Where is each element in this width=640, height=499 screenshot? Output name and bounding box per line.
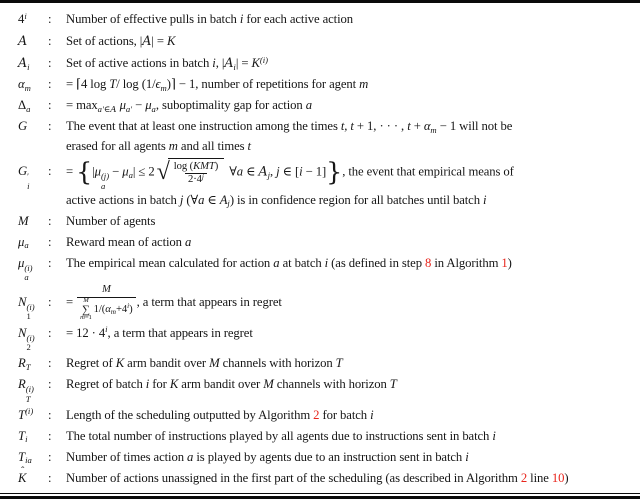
math-text: a bbox=[24, 240, 29, 251]
notation-row bbox=[0, 31, 636, 51]
colon-separator: : bbox=[48, 213, 52, 228]
math-text: Regret of bbox=[66, 356, 116, 371]
math-text: , a term that appears in regret bbox=[107, 325, 253, 340]
notation-table bbox=[0, 3, 640, 493]
math-text: ) bbox=[214, 160, 219, 172]
math-text: M bbox=[83, 296, 89, 304]
notation-row bbox=[0, 10, 636, 29]
stack-subscript bbox=[24, 273, 28, 282]
notation-row bbox=[0, 53, 636, 73]
math-text: M bbox=[101, 284, 111, 296]
math-text: t bbox=[247, 138, 251, 153]
radical-icon: √ bbox=[156, 158, 170, 186]
math-text: i bbox=[239, 12, 244, 26]
notation-description bbox=[66, 31, 636, 51]
math-text: − 1] bbox=[302, 164, 327, 179]
math-text: channels with horizon bbox=[273, 377, 390, 392]
notation-symbol bbox=[18, 98, 48, 113]
math-text: i bbox=[233, 61, 236, 72]
fraction bbox=[171, 161, 221, 188]
colon-separator: : bbox=[48, 294, 52, 309]
math-text: ϵ bbox=[155, 77, 161, 92]
math-text: j bbox=[267, 169, 270, 180]
radicand bbox=[168, 158, 224, 188]
notation-symbol bbox=[18, 12, 48, 27]
sub-sup-stack bbox=[26, 303, 34, 321]
math-text: m bbox=[160, 82, 167, 93]
math-text: +4 bbox=[115, 303, 128, 315]
math-text: line bbox=[527, 470, 552, 485]
notation-symbol bbox=[18, 356, 48, 371]
math-text: Number of agents bbox=[66, 213, 156, 228]
math-text: N bbox=[18, 294, 27, 309]
math-text: m bbox=[168, 138, 178, 153]
math-text: a bbox=[151, 103, 156, 114]
sub-sup-stack bbox=[24, 264, 32, 282]
math-text: ) bbox=[564, 470, 569, 485]
sub-sup-stack bbox=[101, 172, 109, 190]
notation-description bbox=[66, 427, 636, 446]
math-text: A bbox=[219, 192, 228, 207]
sub-sup-stack bbox=[26, 334, 34, 352]
math-text: Regret of batch bbox=[66, 377, 146, 392]
colon-separator: : bbox=[48, 12, 52, 26]
math-text: m bbox=[80, 314, 85, 322]
notation-symbol bbox=[18, 256, 48, 282]
fraction-denominator bbox=[185, 173, 207, 187]
math-text: a bbox=[236, 164, 244, 179]
math-text: a bbox=[185, 234, 192, 249]
math-text: a bbox=[273, 255, 280, 270]
math-text: Set of active actions in batch bbox=[66, 56, 213, 71]
stack-subscript bbox=[101, 182, 105, 191]
math-text: M bbox=[209, 356, 220, 371]
math-text: | = bbox=[151, 34, 167, 49]
colon-separator: : bbox=[48, 255, 52, 270]
notation-description bbox=[66, 284, 636, 322]
math-text: T bbox=[18, 428, 26, 443]
notation-description bbox=[66, 354, 636, 373]
math-text: ∀ bbox=[226, 164, 237, 179]
notation-row bbox=[0, 254, 636, 282]
math-text: The event that at least one instruction among the times bbox=[66, 119, 341, 134]
math-text: for each active action bbox=[243, 12, 353, 26]
math-text: m bbox=[359, 77, 369, 92]
summation bbox=[80, 298, 92, 322]
notation-description bbox=[66, 233, 636, 252]
math-text: m bbox=[24, 82, 31, 93]
math-text: for batch bbox=[319, 407, 371, 422]
ref-link[interactable]: 2 bbox=[313, 407, 320, 422]
notation-symbol bbox=[18, 429, 48, 444]
math-text: μ bbox=[94, 164, 101, 179]
math-text: / log (1/ bbox=[116, 77, 156, 92]
math-text: K bbox=[169, 377, 179, 392]
math-text: i bbox=[105, 324, 108, 335]
math-text: = bbox=[66, 164, 77, 179]
math-text: K bbox=[251, 56, 260, 71]
math-text: Number of actions unassigned in the first part of the scheduling (as described in Algorithm bbox=[66, 470, 521, 485]
math-text: ′ bbox=[27, 171, 30, 182]
math-text: =1 bbox=[84, 314, 92, 322]
notation-description bbox=[66, 75, 636, 94]
math-text: G bbox=[18, 119, 28, 134]
math-text: R bbox=[18, 356, 26, 371]
math-text: (i) bbox=[26, 302, 35, 313]
math-text: μ bbox=[18, 234, 25, 249]
math-text: 1/( bbox=[93, 303, 106, 315]
math-text: arm bandit over bbox=[124, 356, 210, 371]
notation-symbol bbox=[18, 77, 48, 92]
math-text: 2·4 bbox=[187, 174, 202, 186]
math-text: m bbox=[110, 307, 116, 316]
math-text: i bbox=[483, 192, 487, 207]
math-text: T bbox=[25, 361, 31, 372]
sub-sup-stack bbox=[26, 385, 34, 403]
math-text: a bbox=[198, 192, 205, 207]
notation-symbol bbox=[18, 450, 48, 465]
notation-row bbox=[0, 375, 636, 403]
math-text: Length of the scheduling outputted by Algorithm bbox=[66, 407, 314, 422]
notation-description bbox=[66, 254, 636, 273]
math-text: i bbox=[25, 434, 28, 445]
math-text: | = bbox=[235, 56, 252, 71]
colon-separator: : bbox=[48, 98, 52, 113]
stack-subscript bbox=[26, 395, 31, 404]
notation-description bbox=[66, 324, 636, 343]
math-text: A bbox=[224, 55, 234, 71]
math-text: ∈ bbox=[243, 164, 259, 179]
math-text: i bbox=[24, 10, 27, 21]
notation-symbol bbox=[18, 33, 48, 49]
math-text: T bbox=[18, 407, 26, 422]
math-text: α bbox=[105, 303, 111, 315]
math-text: | ≤ 2 bbox=[132, 164, 155, 179]
colon-separator: : bbox=[48, 377, 52, 392]
math-text: α bbox=[18, 77, 25, 92]
math-text: K bbox=[166, 34, 176, 49]
math-text: , a term that appears in regret bbox=[136, 294, 282, 309]
notation-row bbox=[0, 284, 636, 322]
colon-separator: : bbox=[48, 234, 52, 249]
math-text: μ bbox=[18, 255, 25, 270]
math-text: is played by agents due to an instruction sent in batch bbox=[193, 449, 466, 464]
colon-separator: : bbox=[48, 119, 52, 134]
ref-link[interactable]: 1 bbox=[501, 255, 508, 270]
notation-row bbox=[0, 448, 636, 467]
math-text: ) bbox=[129, 303, 133, 315]
ref-link[interactable]: 8 bbox=[425, 255, 432, 270]
math-text: − bbox=[132, 98, 146, 113]
notation-description bbox=[66, 212, 636, 231]
math-text: log ( bbox=[173, 160, 194, 172]
notation-description bbox=[66, 375, 636, 394]
colon-separator: : bbox=[48, 77, 52, 92]
math-text: R bbox=[18, 377, 26, 392]
colon-separator: : bbox=[48, 428, 52, 443]
math-text: = 12 · 4 bbox=[66, 325, 106, 340]
math-text: )⌉ − 1, number of repetitions for agent bbox=[166, 77, 360, 92]
colon-separator: : bbox=[48, 325, 52, 340]
math-text: (i) bbox=[25, 406, 34, 417]
notation-description bbox=[66, 155, 636, 210]
notation-row bbox=[0, 233, 636, 252]
math-text: a′∈ bbox=[97, 103, 111, 114]
notation-row bbox=[0, 155, 636, 210]
math-text: M bbox=[18, 213, 29, 228]
math-text: m bbox=[430, 124, 437, 135]
math-text: = max bbox=[66, 98, 98, 113]
math-text: 2 bbox=[26, 342, 31, 353]
notation-description bbox=[66, 10, 636, 29]
math-text: t, t bbox=[340, 119, 354, 134]
math-text: ∈ bbox=[204, 192, 220, 207]
notation-row bbox=[0, 324, 636, 352]
notation-symbol bbox=[18, 214, 48, 229]
notation-symbol bbox=[18, 235, 48, 250]
notation-symbol bbox=[18, 164, 48, 190]
math-text: i bbox=[370, 407, 374, 422]
math-text: a bbox=[26, 103, 31, 114]
colon-separator: : bbox=[48, 56, 52, 71]
math-text: Reward mean of action bbox=[66, 234, 185, 249]
math-text: (∀ bbox=[183, 192, 199, 207]
notation-symbol bbox=[18, 55, 48, 71]
notation-description bbox=[66, 448, 636, 467]
math-text: in Algorithm bbox=[431, 255, 502, 270]
sum-lower-limit bbox=[80, 315, 92, 322]
math-text: a bbox=[128, 169, 133, 180]
math-text: 4 bbox=[18, 12, 25, 26]
math-text: t bbox=[407, 119, 411, 134]
notation-description bbox=[66, 96, 636, 115]
fraction-denominator bbox=[77, 297, 135, 322]
math-text: i bbox=[299, 164, 303, 179]
math-text: α bbox=[423, 119, 431, 134]
math-text: + 1, · · · , bbox=[353, 119, 408, 134]
math-text: , | bbox=[215, 56, 225, 71]
math-text: The total number of instructions played by all agents due to instructions sent in batch bbox=[66, 428, 493, 443]
math-text: μ bbox=[119, 98, 126, 113]
notation-row bbox=[0, 469, 636, 488]
notation-row bbox=[0, 96, 636, 115]
math-text: j bbox=[179, 192, 184, 207]
math-text: T bbox=[25, 393, 31, 404]
math-text: T bbox=[335, 356, 343, 371]
math-text: N bbox=[18, 325, 27, 340]
math-text: (i) bbox=[26, 333, 35, 344]
math-text: at batch bbox=[279, 255, 325, 270]
math-text: (as defined in step bbox=[328, 255, 426, 270]
notation-row bbox=[0, 427, 636, 446]
notation-row bbox=[0, 212, 636, 231]
fraction-numerator bbox=[171, 161, 221, 174]
math-text: i bbox=[465, 449, 469, 464]
colon-separator: : bbox=[48, 34, 52, 49]
math-text: (j) bbox=[100, 171, 110, 182]
math-text: K bbox=[115, 356, 125, 371]
notation-symbol bbox=[18, 377, 48, 403]
math-text: a bbox=[24, 272, 29, 283]
notation-description bbox=[66, 469, 636, 488]
math-text: , suboptimality gap for action bbox=[155, 98, 306, 113]
math-text: Δ bbox=[18, 98, 27, 113]
stack-subscript bbox=[27, 182, 29, 191]
math-text: arm bandit over bbox=[178, 377, 264, 392]
colon-separator: : bbox=[48, 164, 52, 179]
ref-link[interactable]: 10 bbox=[551, 470, 565, 485]
notation-symbol bbox=[18, 471, 48, 486]
math-text: − bbox=[109, 164, 123, 179]
math-text: i bbox=[492, 428, 496, 443]
notation-symbol bbox=[18, 326, 48, 352]
math-text: active actions in batch bbox=[66, 192, 180, 207]
math-text: T bbox=[109, 77, 117, 92]
math-text: { bbox=[76, 155, 93, 186]
math-text: − 1 will not be bbox=[436, 119, 513, 134]
square-root bbox=[157, 158, 225, 188]
ref-link[interactable]: 2 bbox=[520, 470, 528, 485]
math-text: a bbox=[187, 449, 194, 464]
math-text: Set of actions, | bbox=[66, 34, 143, 49]
math-text: i bbox=[324, 255, 329, 270]
math-text: i bbox=[145, 377, 150, 392]
colon-separator: : bbox=[48, 470, 52, 485]
math-text: channels with horizon bbox=[219, 356, 336, 371]
math-text: (i) bbox=[259, 54, 268, 65]
math-text: i bbox=[127, 301, 130, 310]
notation-row bbox=[0, 406, 636, 425]
math-text: | bbox=[92, 164, 95, 179]
notation-symbol bbox=[18, 408, 48, 423]
math-text: ) bbox=[507, 255, 512, 270]
math-text: KMT bbox=[193, 160, 215, 172]
stack-subscript bbox=[26, 343, 30, 352]
sigma-icon: ∑ bbox=[81, 303, 90, 316]
math-text: ∈ [ bbox=[279, 164, 300, 179]
math-text: } bbox=[326, 155, 343, 186]
math-text: (i) bbox=[24, 263, 33, 274]
math-text: A bbox=[142, 33, 152, 49]
math-text: + bbox=[410, 119, 424, 134]
math-text: , bbox=[269, 164, 277, 179]
math-text: = ⌈4 log bbox=[66, 77, 110, 92]
math-text: (i) bbox=[25, 384, 34, 395]
math-text: G bbox=[18, 164, 28, 179]
sub-sup-stack bbox=[27, 172, 29, 190]
fraction bbox=[77, 284, 135, 322]
math-text: i bbox=[212, 56, 216, 71]
notation-symbol bbox=[18, 119, 48, 134]
notation-description bbox=[66, 117, 636, 155]
math-text: erased for all agents bbox=[66, 138, 169, 153]
math-text: ) is in confidence region for all batches until batch bbox=[229, 192, 484, 207]
math-text: M bbox=[263, 377, 274, 392]
math-text: j bbox=[276, 164, 280, 179]
math-text: a bbox=[100, 180, 106, 191]
math-text: = bbox=[66, 294, 77, 309]
math-text: Number of times action bbox=[66, 449, 188, 464]
notation-row bbox=[0, 75, 636, 94]
colon-separator: : bbox=[48, 407, 52, 422]
notation-row bbox=[0, 354, 636, 373]
math-text: A bbox=[258, 163, 268, 179]
notation-symbol bbox=[18, 295, 48, 321]
math-text: The empirical mean calculated for action bbox=[66, 255, 274, 270]
math-text: K ˆ bbox=[18, 471, 26, 486]
math-text: ia bbox=[25, 455, 32, 466]
math-text: 1 bbox=[26, 311, 31, 322]
math-text: j bbox=[201, 172, 204, 181]
math-text: Number of effective pulls in batch bbox=[66, 12, 240, 26]
math-text: and all times bbox=[177, 138, 248, 153]
math-text: A bbox=[110, 104, 117, 115]
math-text: μ bbox=[122, 164, 129, 179]
notation-description bbox=[66, 406, 636, 425]
stack-subscript bbox=[26, 312, 30, 321]
math-text: , the event that empirical means of bbox=[342, 164, 514, 179]
math-text: i bbox=[27, 61, 30, 72]
math-text: T bbox=[389, 377, 397, 392]
math-text: A bbox=[18, 33, 28, 49]
math-text: i bbox=[27, 180, 30, 191]
math-text: T bbox=[18, 449, 26, 464]
math-text: a bbox=[305, 98, 312, 113]
fraction-numerator bbox=[99, 284, 114, 297]
math-text: j bbox=[227, 198, 230, 208]
math-text: for bbox=[149, 377, 170, 392]
colon-separator: : bbox=[48, 449, 52, 464]
math-text: A bbox=[18, 55, 28, 71]
notation-row bbox=[0, 117, 636, 155]
notation-description bbox=[66, 53, 636, 73]
math-text: μ bbox=[145, 98, 152, 113]
colon-separator: : bbox=[48, 356, 52, 371]
math-text: a′ bbox=[125, 103, 133, 114]
